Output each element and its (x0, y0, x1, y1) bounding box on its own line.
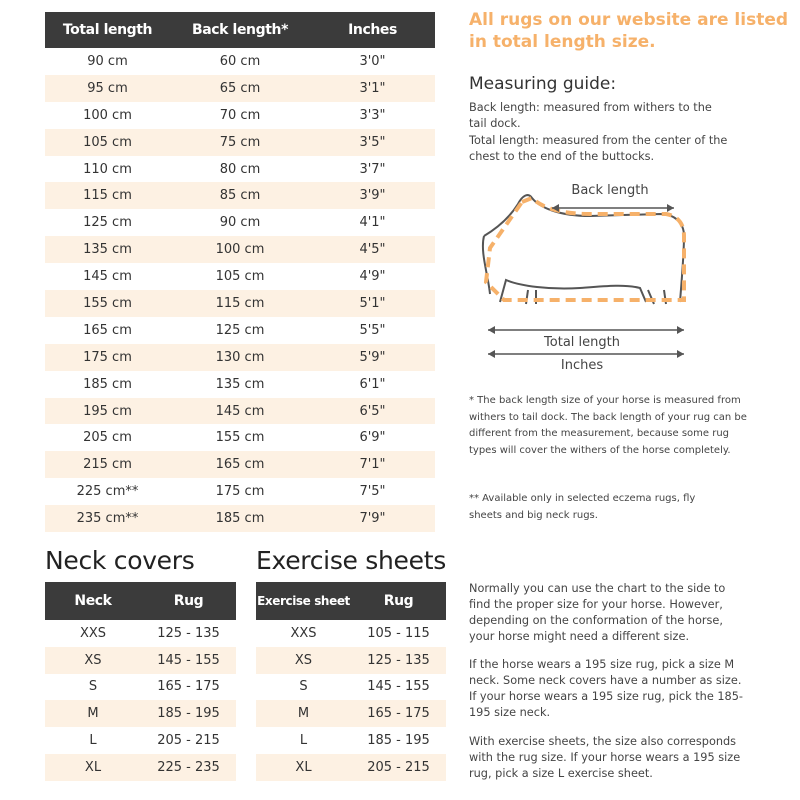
sizing-paragraph-general: Normally you can use the chart to the side to find the proper size for your horse. However, depending on the conformation of the horse, your horse might need a different size. (469, 582, 726, 643)
size-chart-cell: 135 cm (170, 371, 310, 398)
exercise-sheets-cell: XXS (256, 620, 351, 647)
size-chart-cell: 110 cm (45, 156, 170, 183)
size-chart-cell: 6'5" (310, 398, 435, 425)
exercise-sheets-cell: L (256, 727, 351, 754)
exercise-sheets-title: Exercise sheets (256, 546, 446, 575)
size-chart-cell: 145 cm (45, 263, 170, 290)
size-chart-cell: 3'9" (310, 182, 435, 209)
size-chart-cell: 165 cm (45, 317, 170, 344)
neck-covers-cell: M (45, 700, 141, 727)
size-chart-cell: 75 cm (170, 129, 310, 156)
size-chart-cell: 125 cm (45, 209, 170, 236)
size-chart-cell: 105 cm (45, 129, 170, 156)
neck-covers-table (45, 582, 236, 781)
size-chart-row (45, 75, 435, 102)
size-chart-cell: 3'5" (310, 129, 435, 156)
sizing-paragraph-neck: If the horse wears a 195 size rug, pick a size M neck. Some neck covers have a number as size. If your horse wears a 195 size rug, pick the 185-195 size neck. (469, 658, 744, 719)
exercise-sheets-row (256, 647, 446, 674)
size-chart-cell: 100 cm (45, 102, 170, 129)
total-length-definition: Total length: measured from the center of the chest to the end of the buttocks. (469, 134, 728, 163)
exercise-sheets-cell: M (256, 700, 351, 727)
size-chart-cell: 235 cm** (45, 505, 170, 532)
size-chart-cell: 215 cm (45, 451, 170, 478)
exercise-sheets-table (256, 582, 446, 781)
exercise-sheets-cell: 105 - 115 (351, 620, 446, 647)
sizing-paragraph-exercise: With exercise sheets, the size also corresponds with the rug size. If your horse wears a 195 size rug, pick a size L exercise sheet. (469, 735, 741, 780)
neck-covers-cell: 125 - 135 (141, 620, 236, 647)
neck-covers-row (45, 727, 236, 754)
size-chart-row (45, 290, 435, 317)
size-chart-cell: 4'5" (310, 236, 435, 263)
exercise-sheets-row (256, 727, 446, 754)
size-chart-row (45, 156, 435, 183)
exercise-sheets-header-1: Rug (351, 582, 446, 620)
size-chart-cell: 70 cm (170, 102, 310, 129)
size-chart-cell: 60 cm (170, 48, 310, 75)
size-chart-cell: 195 cm (45, 398, 170, 425)
total-length-label: Total length (544, 335, 620, 350)
size-chart-cell: 175 cm (170, 478, 310, 505)
size-chart-header-1: Back length* (170, 12, 310, 48)
neck-covers-row (45, 620, 236, 647)
inches-label: Inches (560, 358, 604, 373)
exercise-sheets-header-0: Exercise sheet (256, 582, 351, 620)
neck-covers-cell: S (45, 674, 141, 701)
total-length-notice: All rugs on our website are listed in total length size. (469, 10, 789, 52)
size-chart-cell: 65 cm (170, 75, 310, 102)
horse-measuring-diagram (470, 178, 710, 373)
exercise-sheets-cell: 125 - 135 (351, 647, 446, 674)
size-chart-cell: 165 cm (170, 451, 310, 478)
size-chart-cell: 155 cm (170, 424, 310, 451)
size-chart-cell: 3'1" (310, 75, 435, 102)
size-chart-cell: 125 cm (170, 317, 310, 344)
neck-covers-row (45, 674, 236, 701)
size-chart-cell: 5'1" (310, 290, 435, 317)
size-chart-row (45, 48, 435, 75)
neck-covers-cell: 185 - 195 (141, 700, 236, 727)
availability-note: ** Available only in selected eczema rugs, fly sheets and big neck rugs. (469, 493, 696, 521)
size-chart-header-0: Total length (45, 12, 170, 48)
exercise-sheets-row (256, 754, 446, 781)
neck-covers-cell: XXS (45, 620, 141, 647)
exercise-sheets-cell: S (256, 674, 351, 701)
size-chart-row (45, 344, 435, 371)
exercise-sheets-cell: XS (256, 647, 351, 674)
size-chart-cell: 3'0" (310, 48, 435, 75)
neck-covers-cell: L (45, 727, 141, 754)
neck-covers-row (45, 754, 236, 781)
neck-covers-cell: 205 - 215 (141, 727, 236, 754)
size-chart-cell: 115 cm (170, 290, 310, 317)
size-chart-row (45, 263, 435, 290)
size-chart-cell: 90 cm (45, 48, 170, 75)
neck-covers-cell: XS (45, 647, 141, 674)
exercise-sheets-cell: 205 - 215 (351, 754, 446, 781)
neck-covers-cell: 225 - 235 (141, 754, 236, 781)
size-chart-cell: 5'5" (310, 317, 435, 344)
size-chart-cell: 105 cm (170, 263, 310, 290)
size-chart-cell: 175 cm (45, 344, 170, 371)
size-chart-cell: 130 cm (170, 344, 310, 371)
neck-covers-title: Neck covers (45, 546, 195, 575)
back-length-definition: Back length: measured from withers to the tail dock. (469, 101, 712, 130)
exercise-sheets-row (256, 674, 446, 701)
size-chart-cell: 6'1" (310, 371, 435, 398)
exercise-sheets-cell: XL (256, 754, 351, 781)
size-chart-cell: 4'1" (310, 209, 435, 236)
measuring-guide-title: Measuring guide: (469, 74, 617, 94)
exercise-sheets-row (256, 620, 446, 647)
size-chart-row (45, 102, 435, 129)
rug-outline (486, 198, 684, 300)
size-chart-row (45, 182, 435, 209)
size-chart-cell: 4'9" (310, 263, 435, 290)
exercise-sheets-cell: 145 - 155 (351, 674, 446, 701)
neck-covers-cell: XL (45, 754, 141, 781)
size-chart-row (45, 398, 435, 425)
size-chart-cell: 80 cm (170, 156, 310, 183)
back-length-label: Back length (571, 183, 649, 198)
size-chart-cell: 90 cm (170, 209, 310, 236)
exercise-sheets-cell: 165 - 175 (351, 700, 446, 727)
size-chart-cell: 135 cm (45, 236, 170, 263)
size-chart-cell: 100 cm (170, 236, 310, 263)
neck-covers-cell: 165 - 175 (141, 674, 236, 701)
size-chart-cell: 85 cm (170, 182, 310, 209)
size-chart-cell: 205 cm (45, 424, 170, 451)
neck-covers-header-1: Rug (141, 582, 236, 620)
size-chart-cell: 145 cm (170, 398, 310, 425)
size-chart-cell: 3'3" (310, 102, 435, 129)
neck-covers-cell: 145 - 155 (141, 647, 236, 674)
size-chart-row (45, 505, 435, 532)
size-chart-cell: 115 cm (45, 182, 170, 209)
size-chart-header-row (45, 12, 435, 48)
size-chart-cell: 7'1" (310, 451, 435, 478)
size-chart-row (45, 209, 435, 236)
horse-back-outline (484, 195, 684, 302)
size-chart-row (45, 451, 435, 478)
size-chart-header-2: Inches (310, 12, 435, 48)
neck-covers-row (45, 647, 236, 674)
size-chart-cell: 5'9" (310, 344, 435, 371)
exercise-sheets-cell: 185 - 195 (351, 727, 446, 754)
size-chart-cell: 7'5" (310, 478, 435, 505)
neck-covers-header-row (45, 582, 236, 620)
size-chart-cell: 6'9" (310, 424, 435, 451)
back-length-note: * The back length size of your horse is measured from withers to tail dock. The back length of your rug can be different from the measurement, because some rug types will cover the withers of the horse completely. (469, 395, 747, 456)
exercise-sheets-row (256, 700, 446, 727)
size-chart-table (45, 12, 435, 532)
neck-covers-row (45, 700, 236, 727)
size-chart-row (45, 478, 435, 505)
size-chart-cell: 185 cm (45, 371, 170, 398)
size-chart-row (45, 236, 435, 263)
size-chart-cell: 3'7" (310, 156, 435, 183)
size-chart-cell: 7'9" (310, 505, 435, 532)
size-chart-row (45, 317, 435, 344)
size-chart-cell: 155 cm (45, 290, 170, 317)
size-chart-row (45, 129, 435, 156)
size-chart-cell: 95 cm (45, 75, 170, 102)
exercise-sheets-header-row (256, 582, 446, 620)
size-chart-cell: 225 cm** (45, 478, 170, 505)
size-chart-row (45, 424, 435, 451)
size-chart-row (45, 371, 435, 398)
size-chart-cell: 185 cm (170, 505, 310, 532)
neck-covers-header-0: Neck (45, 582, 141, 620)
